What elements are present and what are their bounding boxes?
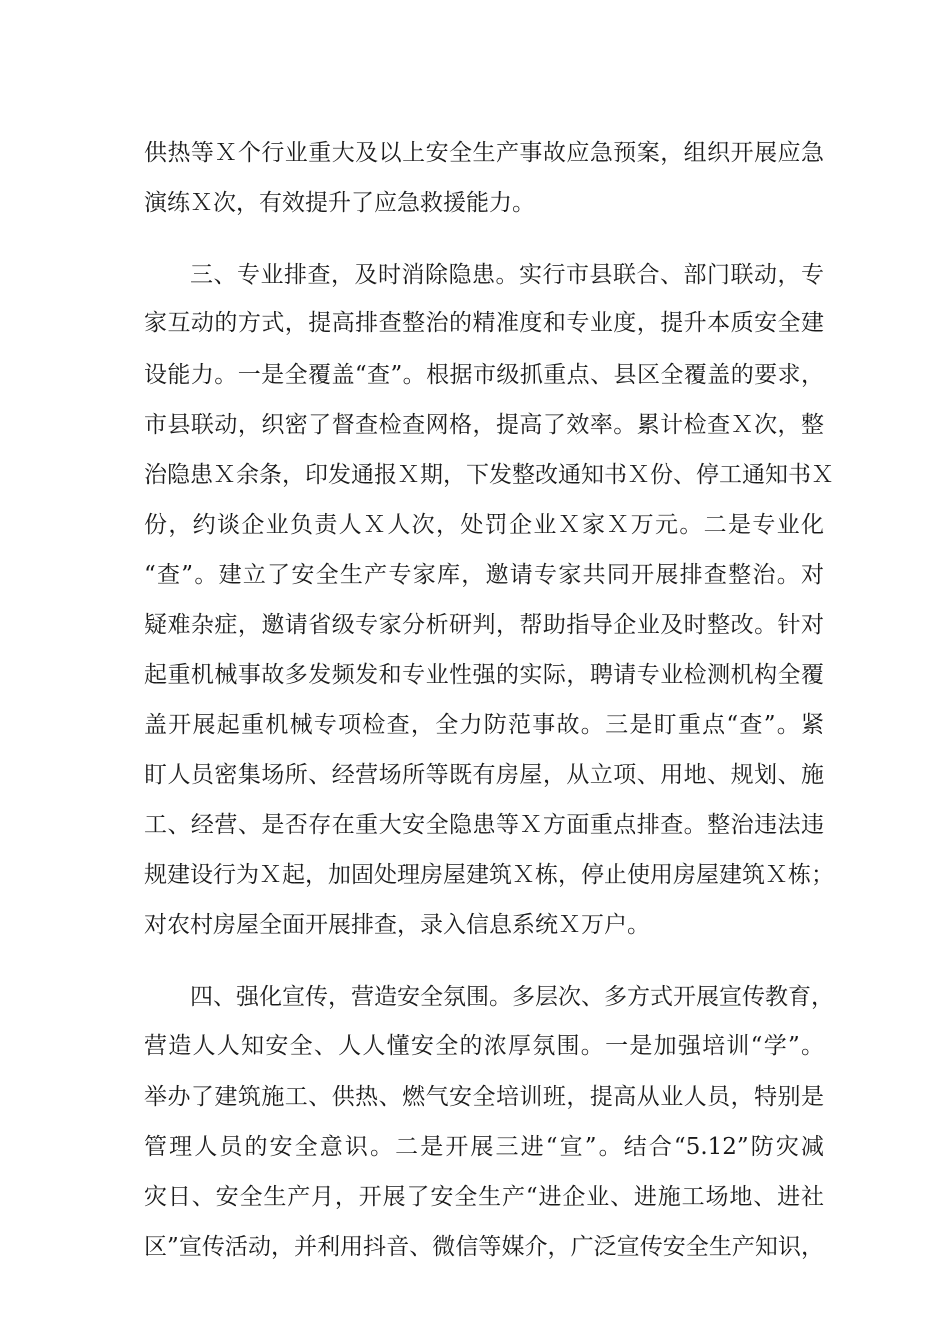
text-line: 盯人员密集场所、经营场所等既有房屋，从立项、用地、规划、施 — [144, 762, 824, 788]
text-line: 起重机械事故多发频发和专业性强的实际，聘请专业检测机构全覆 — [144, 662, 824, 688]
text-line: 疑难杂症，邀请省级专家分析研判，帮助指导企业及时整改。针对 — [144, 612, 824, 638]
text-line: 区”宣传活动，并利用抖音、微信等媒介，广泛宣传安全生产知识， — [144, 1234, 824, 1260]
text-line: 市县联动，织密了督查检查网格，提高了效率。累计检查Ｘ次，整 — [144, 412, 824, 438]
text-line: 供热等Ｘ个行业重大及以上安全生产事故应急预案，组织开展应急 — [144, 140, 824, 166]
text-line: 举办了建筑施工、供热、燃气安全培训班，提高从业人员，特别是 — [144, 1084, 824, 1110]
text-line: 规建设行为Ｘ起，加固处理房屋建筑Ｘ栋，停止使用房屋建筑Ｘ栋； — [144, 862, 834, 888]
text-line: 演练Ｘ次，有效提升了应急救援能力。 — [144, 190, 535, 216]
text-line: 工、经营、是否存在重大安全隐患等Ｘ方面重点排查。整治违法违 — [144, 812, 824, 838]
text-line: 对农村房屋全面开展排查，录入信息系统Ｘ万户。 — [144, 912, 650, 938]
text-line: 盖开展起重机械专项检查，全力防范事故。三是盯重点“查”。紧 — [144, 712, 824, 738]
text-line: 灾日、安全生产月，开展了安全生产“进企业、进施工场地、进社 — [144, 1184, 824, 1210]
section-heading-line: 三、专业排查，及时消除隐患。实行市县联合、部门联动，专 — [190, 262, 824, 288]
text-line: 家互动的方式，提高排查整治的精准度和专业度，提升本质安全建 — [144, 310, 824, 336]
text-line: 治隐患Ｘ余条，印发通报Ｘ期，下发整改通知书Ｘ份、停工通知书Ｘ — [144, 462, 834, 488]
text-line: 设能力。一是全覆盖“查”。根据市级抓重点、县区全覆盖的要求， — [144, 362, 824, 388]
text-line: “查”。建立了安全生产专家库，邀请专家共同开展排查整治。对 — [144, 562, 824, 588]
section-heading-line: 四、强化宣传，营造安全氛围。多层次、多方式开展宣传教育， — [190, 984, 834, 1010]
text-line: 份，约谈企业负责人Ｘ人次，处罚企业Ｘ家Ｘ万元。二是专业化 — [144, 512, 824, 538]
text-line: 管理人员的安全意识。二是开展三进“宣”。结合“5.12”防灾减 — [144, 1134, 824, 1160]
text-line: 营造人人知安全、人人懂安全的浓厚氛围。一是加强培训“学”。 — [144, 1033, 824, 1059]
